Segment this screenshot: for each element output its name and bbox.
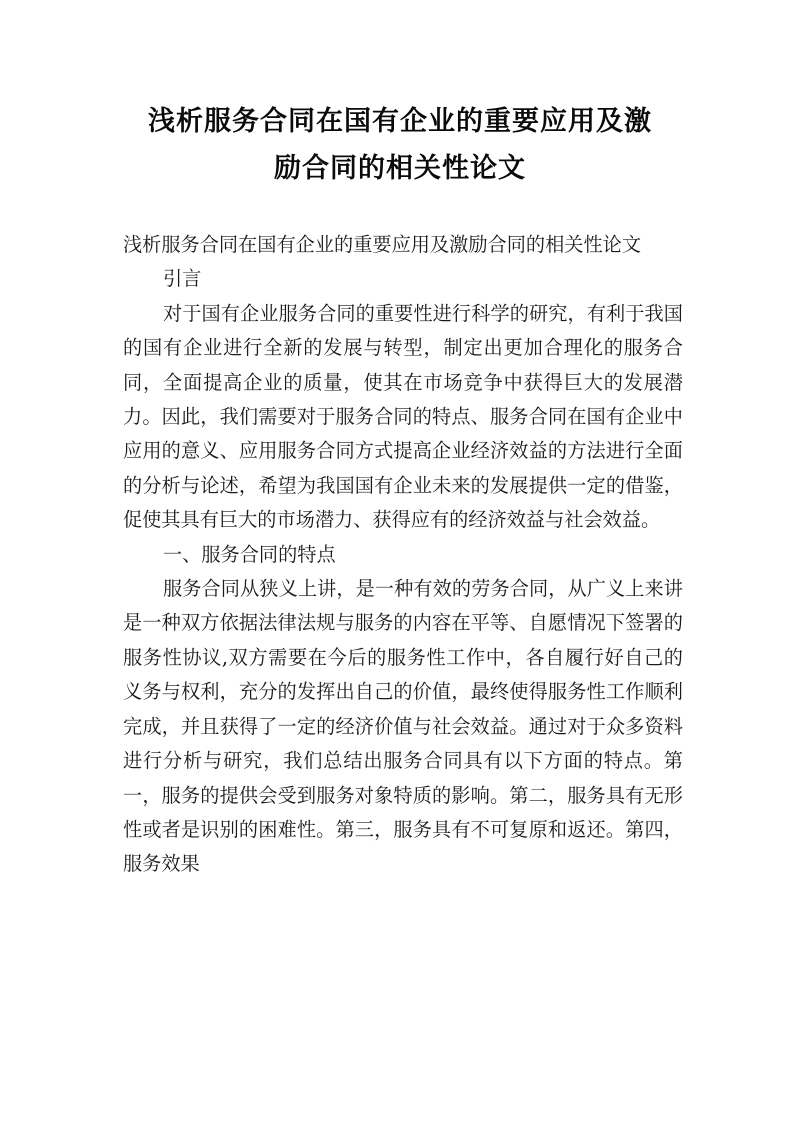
body-paragraph-features: 服务合同从狭义上讲，是一种有效的劳务合同，从广义上来讲是一种双方依据法律法规与服务的内容在平等、自愿情况下签署的服务性协议,双方需要在今后的服务性工作中，各自履行好自己的义务与权利，充分的发挥出自己的价值，最终使得服务性工作顺利完成，并且获得了一定的经济价值与社会效益。通过对于众多资料进行分析与研究，我们总结出服务合同具有以下方面的特点。第一，服务的提供会受到服务对象特质的影响。第二，服务具有无形性或者是识别的困难性。第三，服务具有不可复原和返还。第四，服务效果 [123, 577, 683, 876]
title-line-1: 浅析服务合同在国有企业的重要应用及激 [148, 106, 652, 137]
section-heading-features: 一、服务合同的特点 [163, 542, 336, 566]
subtitle-paragraph: 浅析服务合同在国有企业的重要应用及激励合同的相关性论文 [123, 233, 642, 256]
section-heading-introduction: 引言 [163, 267, 202, 291]
title-line-2: 励合同的相关性论文 [274, 153, 526, 184]
document-body [123, 228, 683, 882]
body-paragraph-introduction: 对于国有企业服务合同的重要性进行科学的研究，有利于我国的国有企业进行全新的发展与转型，制定出更加合理化的服务合同，全面提高企业的质量，使其在市场竞争中获得巨大的发展潜力。因此，我们需要对于服务合同的特点、服务合同在国有企业中应用的意义、应用服务合同方式提高企业经济效益的方法进行全面的分析与论述，希望为我国国有企业未来的发展提供一定的借鉴，促使其具有巨大的市场潜力、获得应有的经济效益与社会效益。 [123, 301, 683, 532]
document-title [90, 98, 710, 192]
